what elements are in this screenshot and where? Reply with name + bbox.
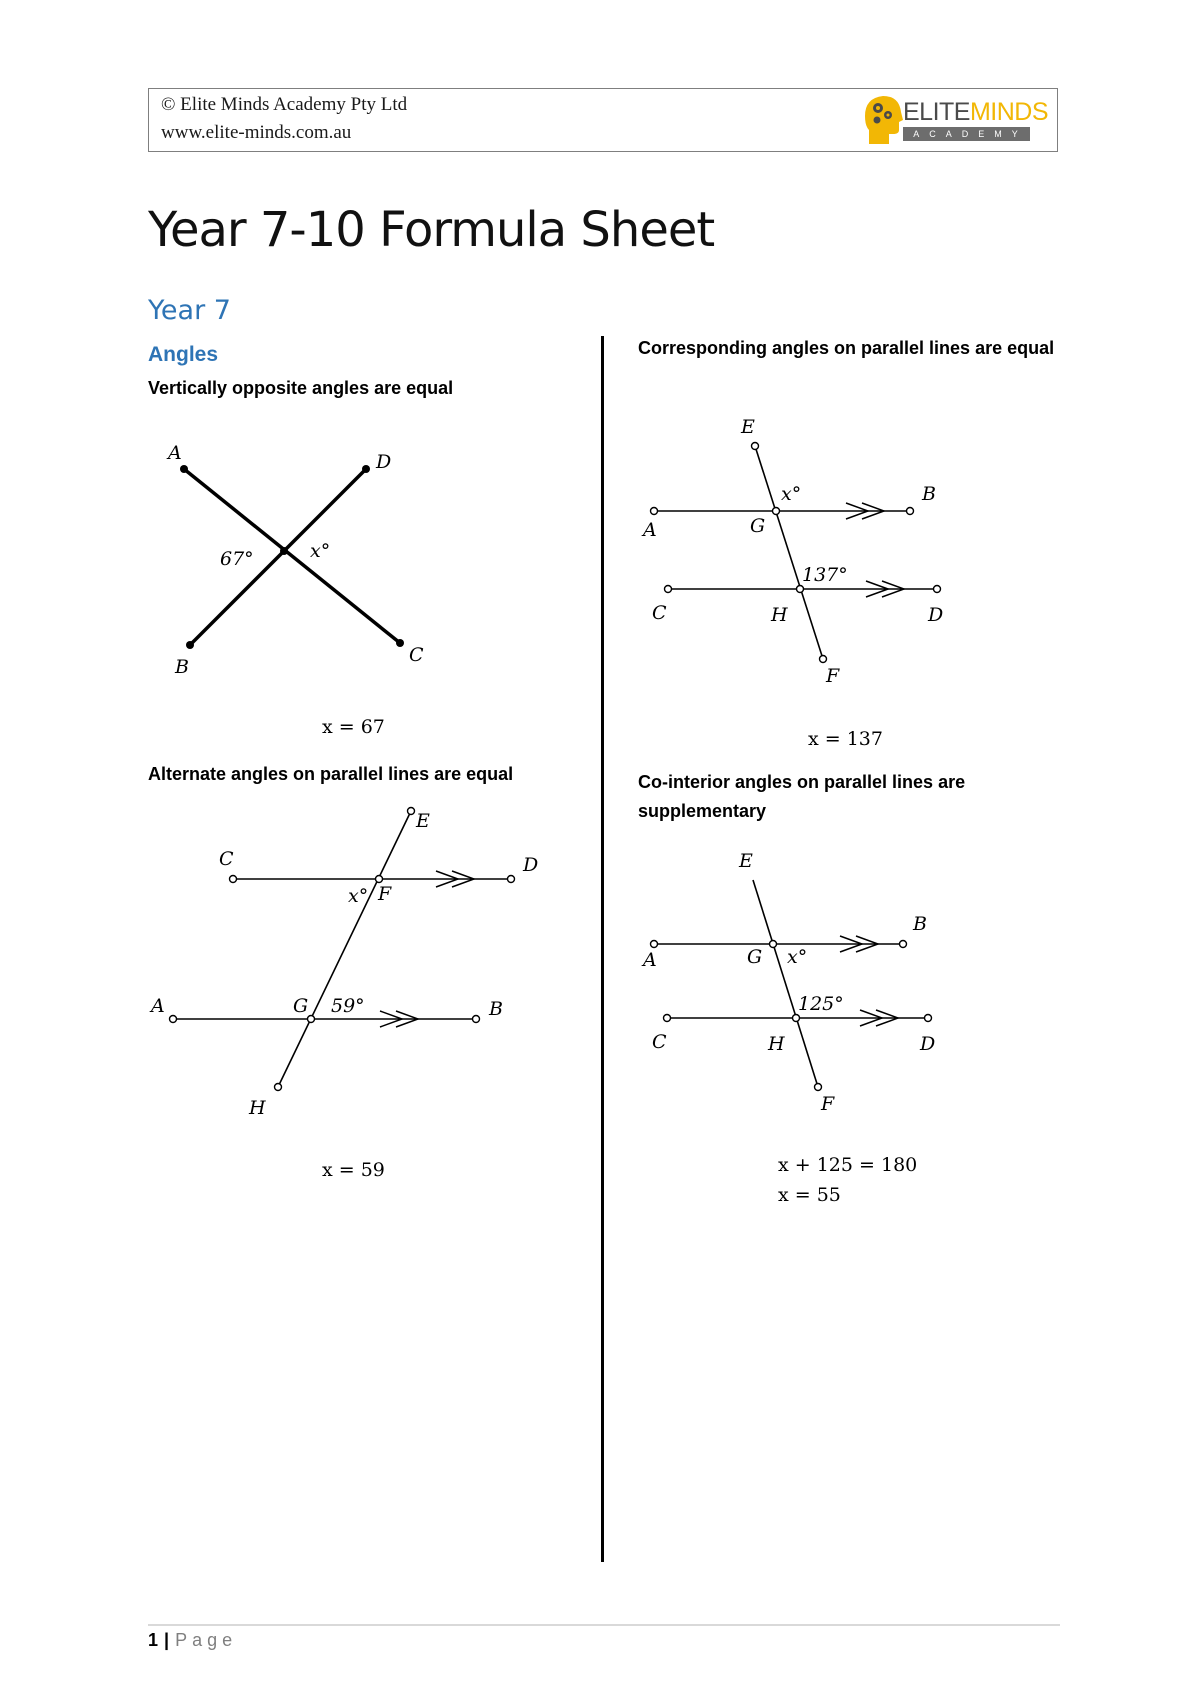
label-a: A <box>643 949 657 971</box>
vertical-equation: x = 67 <box>322 716 385 738</box>
label-angle-137: 137° <box>802 564 848 586</box>
label-e: E <box>416 810 430 832</box>
label-angle-125: 125° <box>798 993 844 1015</box>
label-c: C <box>652 1031 667 1053</box>
label-a: A <box>151 995 165 1017</box>
year-heading: Year 7 <box>148 295 231 326</box>
label-d: D <box>376 451 392 473</box>
label-a: A <box>643 519 657 541</box>
label-c: C <box>409 644 424 666</box>
label-b: B <box>913 913 927 935</box>
label-angle-x: x° <box>787 946 808 968</box>
logo-word-minds: MINDS <box>969 98 1049 126</box>
label-a: A <box>168 442 182 464</box>
label-b: B <box>489 998 503 1020</box>
logo-academy: ACADEMY <box>903 127 1030 141</box>
label-c: C <box>219 848 234 870</box>
label-b: B <box>922 483 936 505</box>
footer-separator: | <box>164 1630 170 1650</box>
label-angle-x: x° <box>348 885 369 907</box>
label-angle-x: x° <box>310 540 331 562</box>
corresponding-caption: Corresponding angles on parallel lines are equal <box>638 338 1055 358</box>
page-title: Year 7-10 Formula Sheet <box>148 202 715 258</box>
label-f: F <box>378 883 392 905</box>
vertical-caption: Vertically opposite angles are equal <box>148 378 454 398</box>
label-g: G <box>293 995 309 1017</box>
cointerior-caption: Co-interior angles on parallel lines are supplementary <box>638 772 966 821</box>
label-angle-67: 67° <box>220 548 254 570</box>
label-g: G <box>747 946 763 968</box>
label-h: H <box>771 604 788 626</box>
cointerior-equation-2: x = 55 <box>778 1184 841 1206</box>
section-heading-angles: Angles <box>148 343 219 366</box>
label-d: D <box>920 1033 936 1055</box>
label-angle-x: x° <box>781 483 802 505</box>
label-g: G <box>750 515 766 537</box>
label-e: E <box>739 850 753 872</box>
label-e: E <box>741 416 755 438</box>
website-text: www.elite-minds.com.au <box>161 122 352 143</box>
label-d: D <box>523 854 539 876</box>
footer-rule <box>148 1624 1060 1626</box>
label-angle-59: 59° <box>331 995 365 1017</box>
label-b: B <box>175 656 189 678</box>
cointerior-equation-1: x + 125 = 180 <box>778 1154 918 1176</box>
label-h: H <box>768 1033 785 1055</box>
alternate-caption: Alternate angles on parallel lines are equal <box>148 764 514 784</box>
page-footer <box>148 1630 237 1651</box>
label-f: F <box>821 1093 835 1115</box>
label-h: H <box>249 1097 266 1119</box>
page-label: Page <box>175 1630 238 1650</box>
logo-word-elite: ELITE <box>903 98 970 126</box>
label-d: D <box>928 604 944 626</box>
corresponding-equation: x = 137 <box>808 728 883 750</box>
copyright-text: © Elite Minds Academy Pty Ltd <box>161 94 408 115</box>
alternate-equation: x = 59 <box>322 1159 385 1181</box>
label-f: F <box>826 665 840 687</box>
page-number: 1 <box>148 1630 159 1650</box>
label-c: C <box>652 602 667 624</box>
